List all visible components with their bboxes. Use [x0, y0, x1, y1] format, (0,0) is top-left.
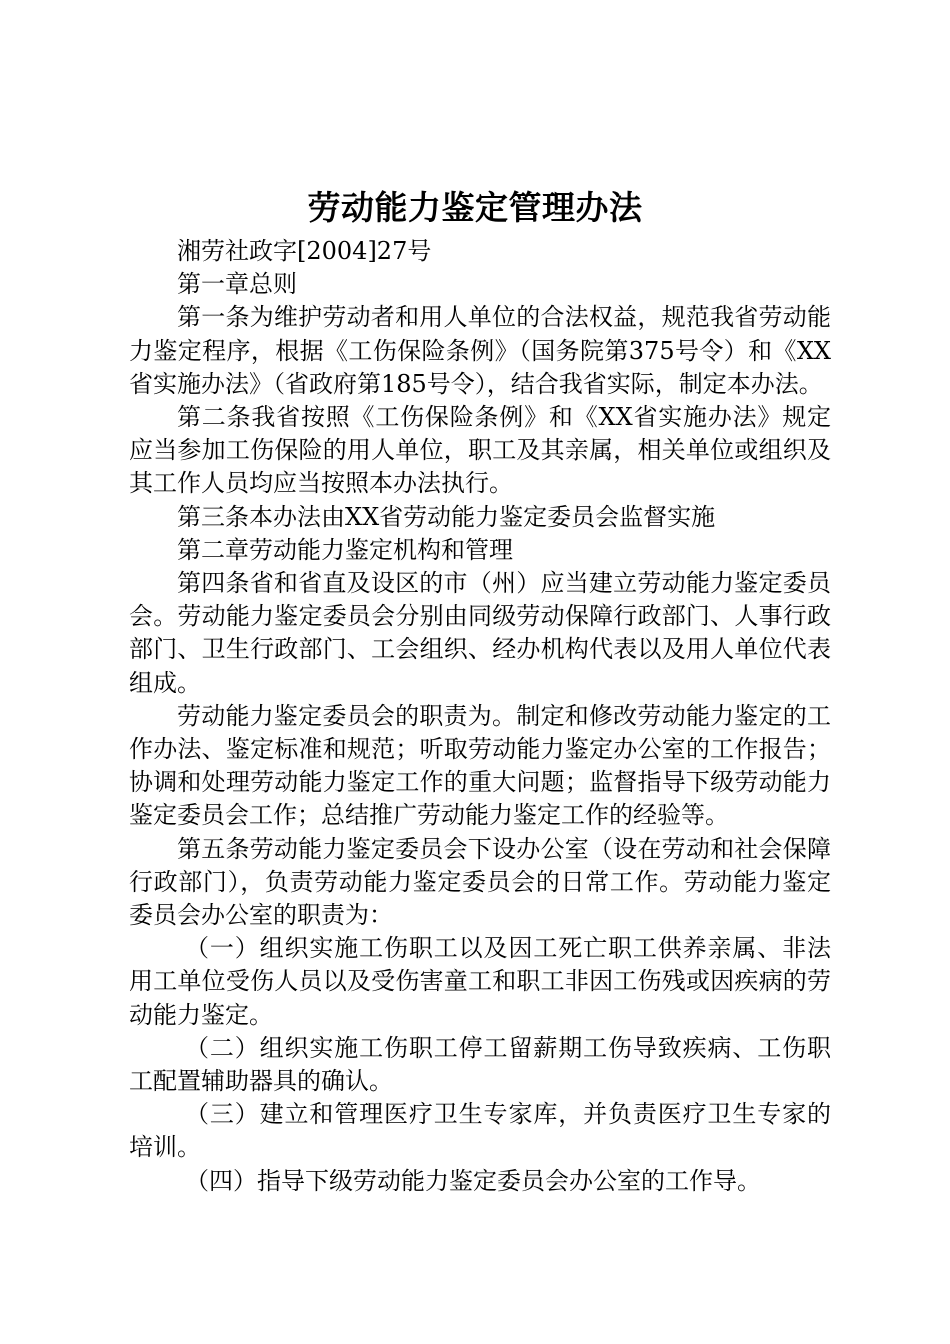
- chapter-heading: 第一章总则: [177, 270, 297, 299]
- article-paragraph: 劳动能力鉴定委员会的职责为。制定和修改劳动能力鉴定的工作办法、鉴定标准和规范；听取劳动能力鉴定办公室的工作报告；协调和处理劳动能力鉴定工作的重大问题；监督指导下级劳动能力鉴定委员会工作；总结推广劳动能力鉴定工作的经验等。: [129, 701, 831, 830]
- article-paragraph: 第五条劳动能力鉴定委员会下设办公室（设在劳动和社会保障行政部门），负责劳动能力鉴定委员会的日常工作。劳动能力鉴定委员会办公室的职责为：: [129, 834, 831, 930]
- article-paragraph: 第三条本办法由XX省劳动能力鉴定委员会监督实施: [177, 502, 716, 531]
- list-item: （三）建立和管理医疗卫生专家库，并负责医疗卫生专家的培训。: [129, 1100, 831, 1162]
- chapter-heading: 第二章劳动能力鉴定机构和管理: [177, 535, 513, 564]
- list-item: （一）组织实施工伤职工以及因工死亡职工供养亲属、非法用工单位受伤人员以及受伤害童工和职工非因工伤残或因疾病的劳动能力鉴定。: [129, 934, 831, 1029]
- article-paragraph: 第二条我省按照《工伤保险条例》和《XX省实施办法》规定应当参加工伤保险的用人单位，职工及其亲属，相关单位或组织及其工作人员均应当按照本办法执行。: [129, 403, 831, 498]
- article-paragraph: 第四条省和省直及设区的市（州）应当建立劳动能力鉴定委员会。劳动能力鉴定委员会分别由同级劳动保障行政部门、人事行政部门、卫生行政部门、工会组织、经办机构代表以及用人单位代表组成。: [129, 569, 831, 697]
- document-title: 劳动能力鉴定管理办法: [307, 188, 643, 227]
- document-body: [129, 235, 831, 1198]
- article-paragraph: 第一条为维护劳动者和用人单位的合法权益，规范我省劳动能力鉴定程序，根据《工伤保险条例》（国务院第375号令）和《XX省实施办法》（省政府第185号令），结合我省实际，制定本办法。: [129, 303, 831, 398]
- document-number: 湘劳社政字[2004]27号: [177, 237, 432, 265]
- list-item: （二）组织实施工伤职工停工留薪期工伤导致疾病、工伤职工配置辅助器具的确认。: [129, 1033, 831, 1096]
- list-item: （四）指导下级劳动能力鉴定委员会办公室的工作导。: [185, 1166, 761, 1195]
